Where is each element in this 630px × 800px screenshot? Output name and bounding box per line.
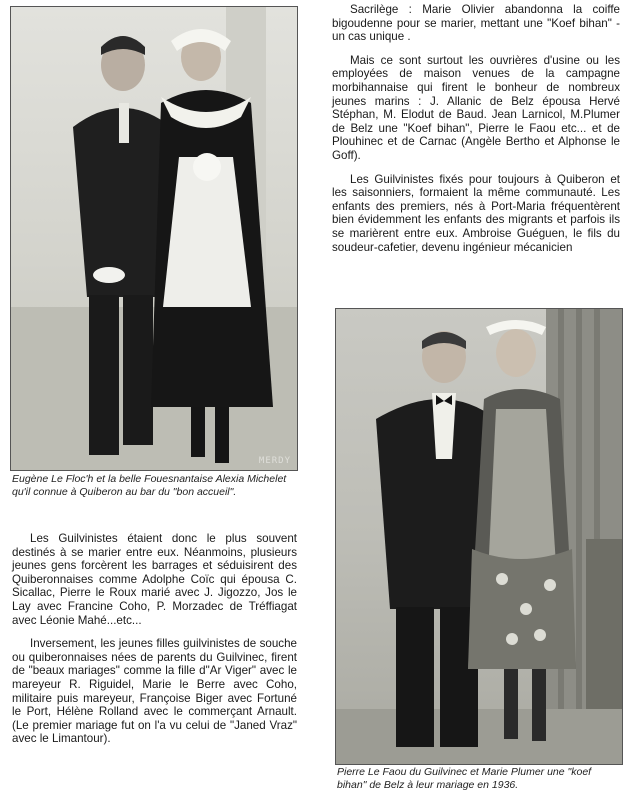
right-column-text bbox=[332, 3, 620, 264]
wedding-photo-1-illustration bbox=[11, 7, 297, 470]
paragraph: Sacrilège : Marie Olivier abandonna la coiffe bigoudenne pour se marier, mettant une "Koef bihan" - un cas unique . bbox=[332, 3, 620, 44]
paragraph: Les Guilvinistes fixés pour toujours à Quiberon et les saisonniers, formaient la même communauté. Les enfants des premiers, nés à Port-Maria fréquentèrent bien évidemment les enfants des migrants et parfois ils se marièrent entre eux. Ambroise Guéguen, le fils du soudeur-cafetier, devenu ingénieur mécanicien bbox=[332, 172, 620, 254]
wedding-photo-2 bbox=[335, 308, 623, 765]
photographer-watermark: MERDY bbox=[258, 456, 291, 466]
left-column-text bbox=[12, 532, 297, 756]
photo-caption-2: Pierre Le Faou du Guilvinec et Marie Plumer une "koef bihan" de Belz à leur mariage en 1936. bbox=[337, 766, 592, 791]
wedding-photo-2-illustration bbox=[336, 309, 622, 764]
paragraph: Inversement, les jeunes filles guilvinistes de souche ou quiberonnaises nées de parents du Guilvinec, firent de "beaux mariages" comme la fille d"Ar Viger" avec le mareyeur R. Riguidel, Marie le Berre avec Coho, militaire puis mareyeur, Françoise Biger avec Fortuné le Port, Hélène Rolland avec le commerçant Arnault. (Le premier mariage fut on l'a vu celui de "Janed Vraz" avec le Limantour). bbox=[12, 637, 297, 746]
paragraph: Mais ce sont surtout les ouvrières d'usine ou les employées de maison venues de la campagne morbihannaise qui firent le bonheur de nombreux jeunes marins : J. Allanic de Belz épousa Hervé Stéphan, M. Elodut de Baud. Jean Larnicol, M.Plumer de Belz une "Koef bihan", Pierre le Faou etc... et de Plouhinec et de Carnac (Angèle Bertho et Alphonse le Goff). bbox=[332, 53, 620, 162]
wedding-photo-1 bbox=[10, 6, 298, 471]
paragraph: Les Guilvinistes étaient donc le plus souvent destinés à se marier entre eux. Néanmoins, plusieurs jeunes gens forcèrent les barrages et séduisirent des Quiberonnaises comme Adolphe Coïc qui épousa C. Sicallac, Pierre le Roux marié avec J. Jigozzo, Jos le Lay avec Francine Coho, P. Morzadec de Tréffiagat avec Léonie Mahé...etc... bbox=[12, 532, 297, 627]
photo-caption-1: Eugène Le Floc'h et la belle Fouesnantaise Alexia Michelet qu'il connue à Quiberon au bar du "bon accueil". bbox=[12, 473, 287, 498]
